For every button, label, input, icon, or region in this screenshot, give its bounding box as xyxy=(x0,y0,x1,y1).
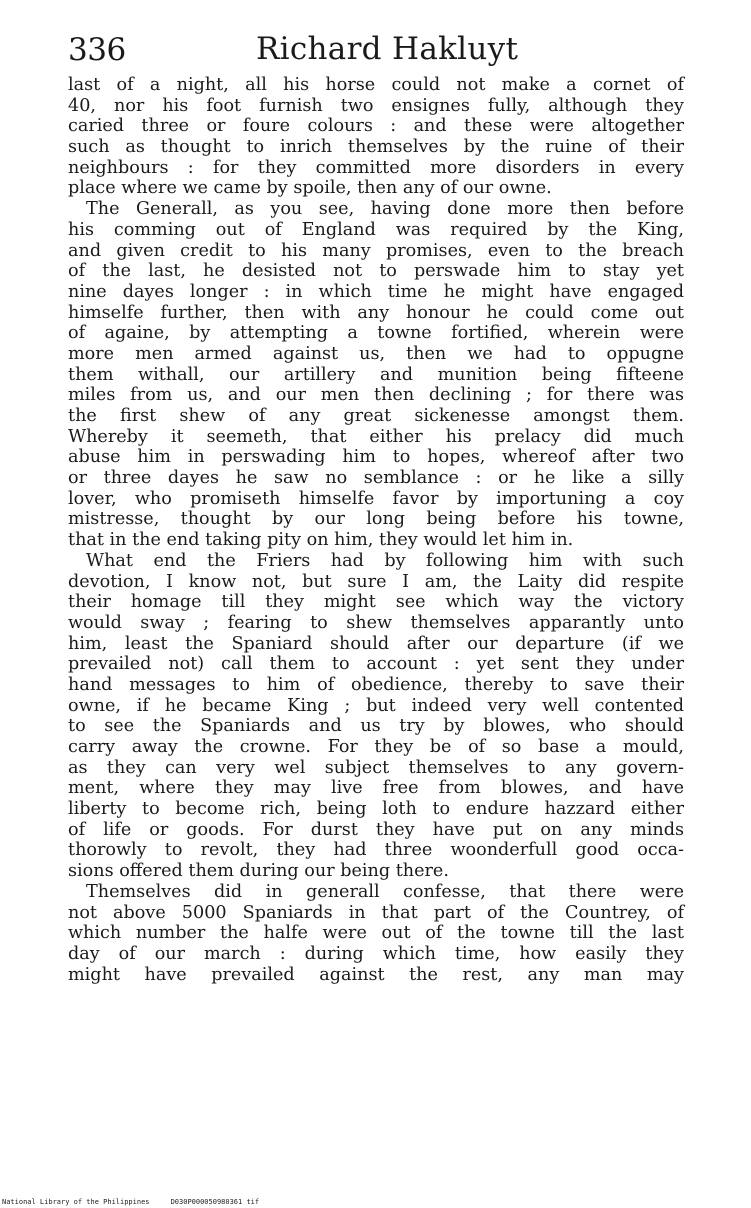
text-line: them withall, our artillery and munition being fifteene xyxy=(68,364,684,385)
text-line: his comming out of England was required by the King, xyxy=(68,219,684,240)
file-identifier: D030P000050980361 tif xyxy=(170,1198,260,1206)
running-header xyxy=(68,30,684,74)
library-credit: National Library of the Philippines xyxy=(2,1198,150,1206)
text-line: as they can very wel subject themselves to any govern- xyxy=(68,757,684,778)
text-line: sions offered them during our being there. xyxy=(68,861,449,882)
text-line: carry away the crowne. For they be of so base a mould, xyxy=(68,737,684,757)
text-line: caried three or foure colours : and these were altogether xyxy=(68,116,684,137)
text-line: not above 5000 Spaniards in that part of the Countrey, of xyxy=(68,902,684,923)
text-line: devotion, I know not, but sure I am, the Laity did respite xyxy=(68,571,684,592)
text-line: such as thought to inrich themselves by the ruine of their xyxy=(68,137,684,158)
body-text xyxy=(68,75,684,985)
running-title: Richard Hakluyt xyxy=(256,31,519,67)
text-line: neighbours : for they committed more disorders in every xyxy=(68,157,684,178)
text-line: their homage till they might see which way the victory xyxy=(68,592,684,613)
text-line: would sway ; fearing to shew themselves apparantly unto xyxy=(68,612,684,633)
text-line: that in the end taking pity on him, they would let him in. xyxy=(68,530,574,551)
paragraph-start-line: What end the Friers had by following him with such xyxy=(86,550,684,571)
text-line: him, least the Spaniard should after our departure (if we xyxy=(68,633,684,654)
text-line: place where we came by spoile, then any of our owne. xyxy=(68,178,552,199)
text-line: and given credit to his many promises, even to the breach xyxy=(68,240,684,261)
text-line: to see the Spaniards and us try by blowes, who should xyxy=(68,716,684,737)
text-line: the first shew of any great sickenesse amongst them. xyxy=(68,406,684,426)
text-line: ment, where they may live free from blowes, and have xyxy=(68,778,684,799)
text-line: abuse him in perswading him to hopes, whereof after two xyxy=(68,447,684,468)
text-line: owne, if he became King ; but indeed very well contented xyxy=(68,695,684,716)
text-line: miles from us, and our men then declining ; for there was xyxy=(68,385,684,406)
text-line: thorowly to revolt, they had three woonderfull good occa- xyxy=(68,840,684,861)
text-line: last of a night, all his horse could not make a cornet of xyxy=(68,75,684,95)
text-line: nine dayes longer : in which time he might have engaged xyxy=(68,281,684,302)
text-line: of the last, he desisted not to perswade him to stay yet xyxy=(68,261,684,282)
text-line: day of our march : during which time, how easily they xyxy=(68,943,684,964)
text-line: liberty to become rich, being loth to endure hazzard either xyxy=(68,799,684,820)
paragraph-start-line: The Generall, as you see, having done more then before xyxy=(86,199,684,220)
text-line: lover, who promiseth himselfe favor by importuning a coy xyxy=(68,488,684,509)
text-line: hand messages to him of obedience, thereby to save their xyxy=(68,674,684,695)
text-line: 40, nor his foot furnish two ensignes fully, although they xyxy=(68,95,684,116)
text-line: prevailed not) call them to account : yet sent they under xyxy=(68,654,684,675)
text-line: mistresse, thought by our long being before his towne, xyxy=(68,509,684,530)
scan-footer xyxy=(2,1198,259,1206)
text-line: more men armed against us, then we had to oppugne xyxy=(68,343,684,364)
text-line: might have prevailed against the rest, any man may xyxy=(68,964,684,985)
page-number: 336 xyxy=(68,32,126,68)
text-line: of againe, by attempting a towne fortified, wherein were xyxy=(68,323,684,344)
text-line: of life or goods. For durst they have put on any minds xyxy=(68,819,684,840)
text-line: which number the halfe were out of the towne till the last xyxy=(68,923,684,944)
paragraph-start-line: Themselves did in generall confesse, that there were xyxy=(86,881,684,902)
text-line: or three dayes he saw no semblance : or he like a silly xyxy=(68,468,684,489)
text-line: himselfe further, then with any honour he could come out xyxy=(68,302,684,323)
text-line: Whereby it seemeth, that either his prelacy did much xyxy=(68,426,684,447)
